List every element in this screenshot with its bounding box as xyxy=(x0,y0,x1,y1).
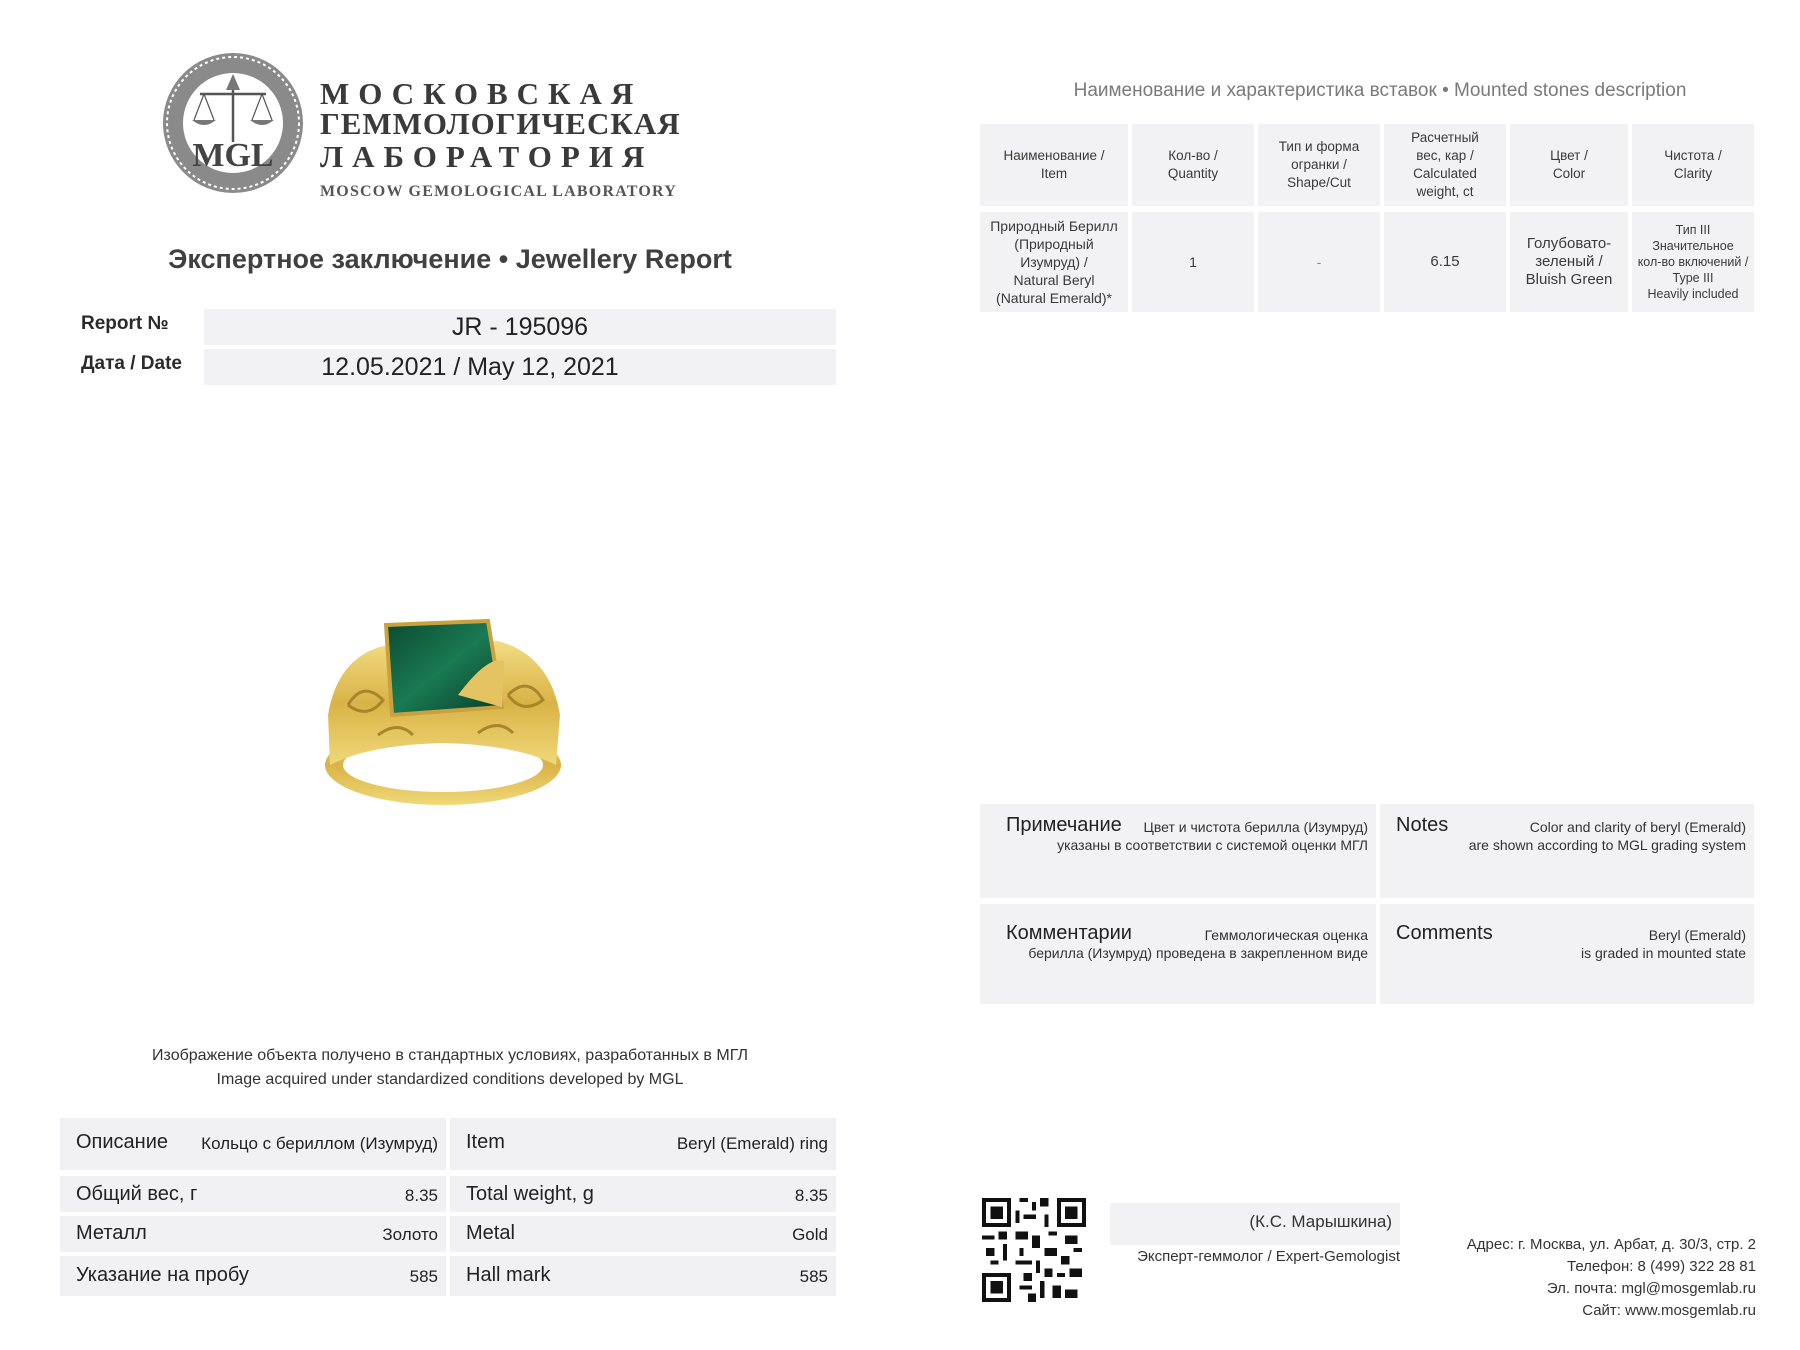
emerald-ring-image xyxy=(318,615,568,815)
notes-title-ru: Примечание xyxy=(1006,814,1122,836)
hallmark-value-en: 585 xyxy=(799,1267,828,1286)
notes-box-ru xyxy=(980,804,1376,898)
address-line: Адрес: г. Москва, ул. Арбат, д. 30/3, стр. 2 xyxy=(1466,1236,1756,1253)
hallmark-label-ru: Указание на пробу xyxy=(76,1264,249,1286)
date-label: Дата / Date xyxy=(81,353,182,374)
stones-cell-weight: 6.15 xyxy=(1384,212,1506,312)
report-number-field xyxy=(204,309,836,345)
hallmark-value-ru: 585 xyxy=(409,1267,438,1286)
comments-box-en xyxy=(1380,904,1754,1004)
hallmark-row-ru xyxy=(60,1256,446,1296)
comments-title-en: Comments xyxy=(1396,922,1493,944)
signature-role: Эксперт-геммолог / Expert-Gemologist xyxy=(1137,1248,1400,1265)
metal-value-en: Gold xyxy=(792,1225,828,1244)
brand-name-line-1: МОСКОВСКАЯ xyxy=(320,76,643,111)
comments-box-ru xyxy=(980,904,1376,1004)
stones-cell-color: Голубовато- зеленый / Bluish Green xyxy=(1510,212,1628,312)
weight-value-en: 8.35 xyxy=(794,1186,828,1205)
weight-value-ru: 8.35 xyxy=(404,1186,438,1205)
stones-header-shape: Тип и форма огранки / Shape/Cut xyxy=(1258,124,1380,206)
brand-name-line-3: ЛАБОРАТОРИЯ xyxy=(320,139,654,174)
mgl-seal-logo xyxy=(160,50,306,196)
email-link[interactable]: Эл. почта: mgl@mosgemlab.ru xyxy=(1546,1280,1756,1297)
item-value: Beryl (Emerald) ring xyxy=(676,1134,828,1153)
notes-box-en xyxy=(1380,804,1754,898)
stones-cell-shape: - xyxy=(1258,212,1380,312)
notes-text-ru: Цвет и чистота берилла (Изумруд) указаны в соответствии с системой оценки МГЛ xyxy=(1057,819,1368,853)
stones-table-heading: Наименование и характеристика вставок • Mounted stones description xyxy=(1073,80,1687,101)
comments-text-ru: Геммологическая оценка берилла (Изумруд) проведена в закрепленном виде xyxy=(1028,927,1368,961)
report-number-label: Report № xyxy=(81,313,169,334)
metal-row-en xyxy=(450,1216,836,1252)
image-caption-en: Image acquired under standardized conditions developed by MGL xyxy=(216,1071,684,1088)
signature-name: (К.С. Марышкина) xyxy=(1249,1212,1392,1231)
metal-label-en: Metal xyxy=(466,1222,515,1244)
stones-cell-clarity: Тип III Значительное кол-во включений / Type III Heavily included xyxy=(1632,212,1754,312)
image-caption-ru: Изображение объекта получено в стандартных условиях, разработанных в МГЛ xyxy=(152,1047,748,1064)
date-value: 12.05.2021 / May 12, 2021 xyxy=(321,353,619,381)
weight-row-ru xyxy=(60,1176,446,1212)
description-value: Кольцо с бериллом (Изумруд) xyxy=(201,1134,438,1153)
description-row-ru xyxy=(60,1118,446,1170)
comments-title-ru: Комментарии xyxy=(1006,922,1132,944)
hallmark-label-en: Hall mark xyxy=(466,1264,551,1286)
metal-row-ru xyxy=(60,1216,446,1252)
item-label: Item xyxy=(466,1131,505,1153)
weight-label-ru: Общий вес, г xyxy=(76,1183,198,1205)
qr-code-icon[interactable] xyxy=(982,1198,1086,1302)
description-label: Описание xyxy=(76,1131,169,1153)
notes-text-en: Color and clarity of beryl (Emerald) are shown according to MGL grading system xyxy=(1468,819,1746,853)
signature-field xyxy=(1110,1203,1400,1245)
stones-header-color: Цвет / Color xyxy=(1510,124,1628,206)
phone-line: Телефон: 8 (499) 322 28 81 xyxy=(1567,1258,1756,1275)
metal-value-ru: Золото xyxy=(382,1225,438,1244)
svg-text:MGL: MGL xyxy=(192,137,274,174)
report-title: Экспертное заключение • Jewellery Report xyxy=(168,244,732,274)
weight-label-en: Total weight, g xyxy=(466,1183,594,1205)
item-row-en xyxy=(450,1118,836,1170)
brand-name-line-2: ГЕММОЛОГИЧЕСКАЯ xyxy=(320,106,681,141)
hallmark-row-en xyxy=(450,1256,836,1296)
comments-text-en: Beryl (Emerald) is graded in mounted state xyxy=(1581,927,1746,961)
report-number-value: JR - 195096 xyxy=(451,313,589,341)
metal-label-ru: Металл xyxy=(76,1222,147,1244)
date-field xyxy=(204,349,836,385)
website-link[interactable]: Сайт: www.mosgemlab.ru xyxy=(1582,1302,1756,1319)
stones-header-weight: Расчетный вес, кар / Calculated weight, ct xyxy=(1384,124,1506,206)
stones-header-quantity: Кол-во / Quantity xyxy=(1132,124,1254,206)
stones-header-item: Наименование / Item xyxy=(980,124,1128,206)
stones-header-clarity: Чистота / Clarity xyxy=(1632,124,1754,206)
stones-cell-quantity: 1 xyxy=(1132,212,1254,312)
notes-title-en: Notes xyxy=(1396,814,1449,836)
brand-name-english: MOSCOW GEMOLOGICAL LABORATORY xyxy=(320,183,677,200)
stones-cell-item: Природный Берилл (Природный Изумруд) / Natural Beryl (Natural Emerald)* xyxy=(980,212,1128,312)
weight-row-en xyxy=(450,1176,836,1212)
